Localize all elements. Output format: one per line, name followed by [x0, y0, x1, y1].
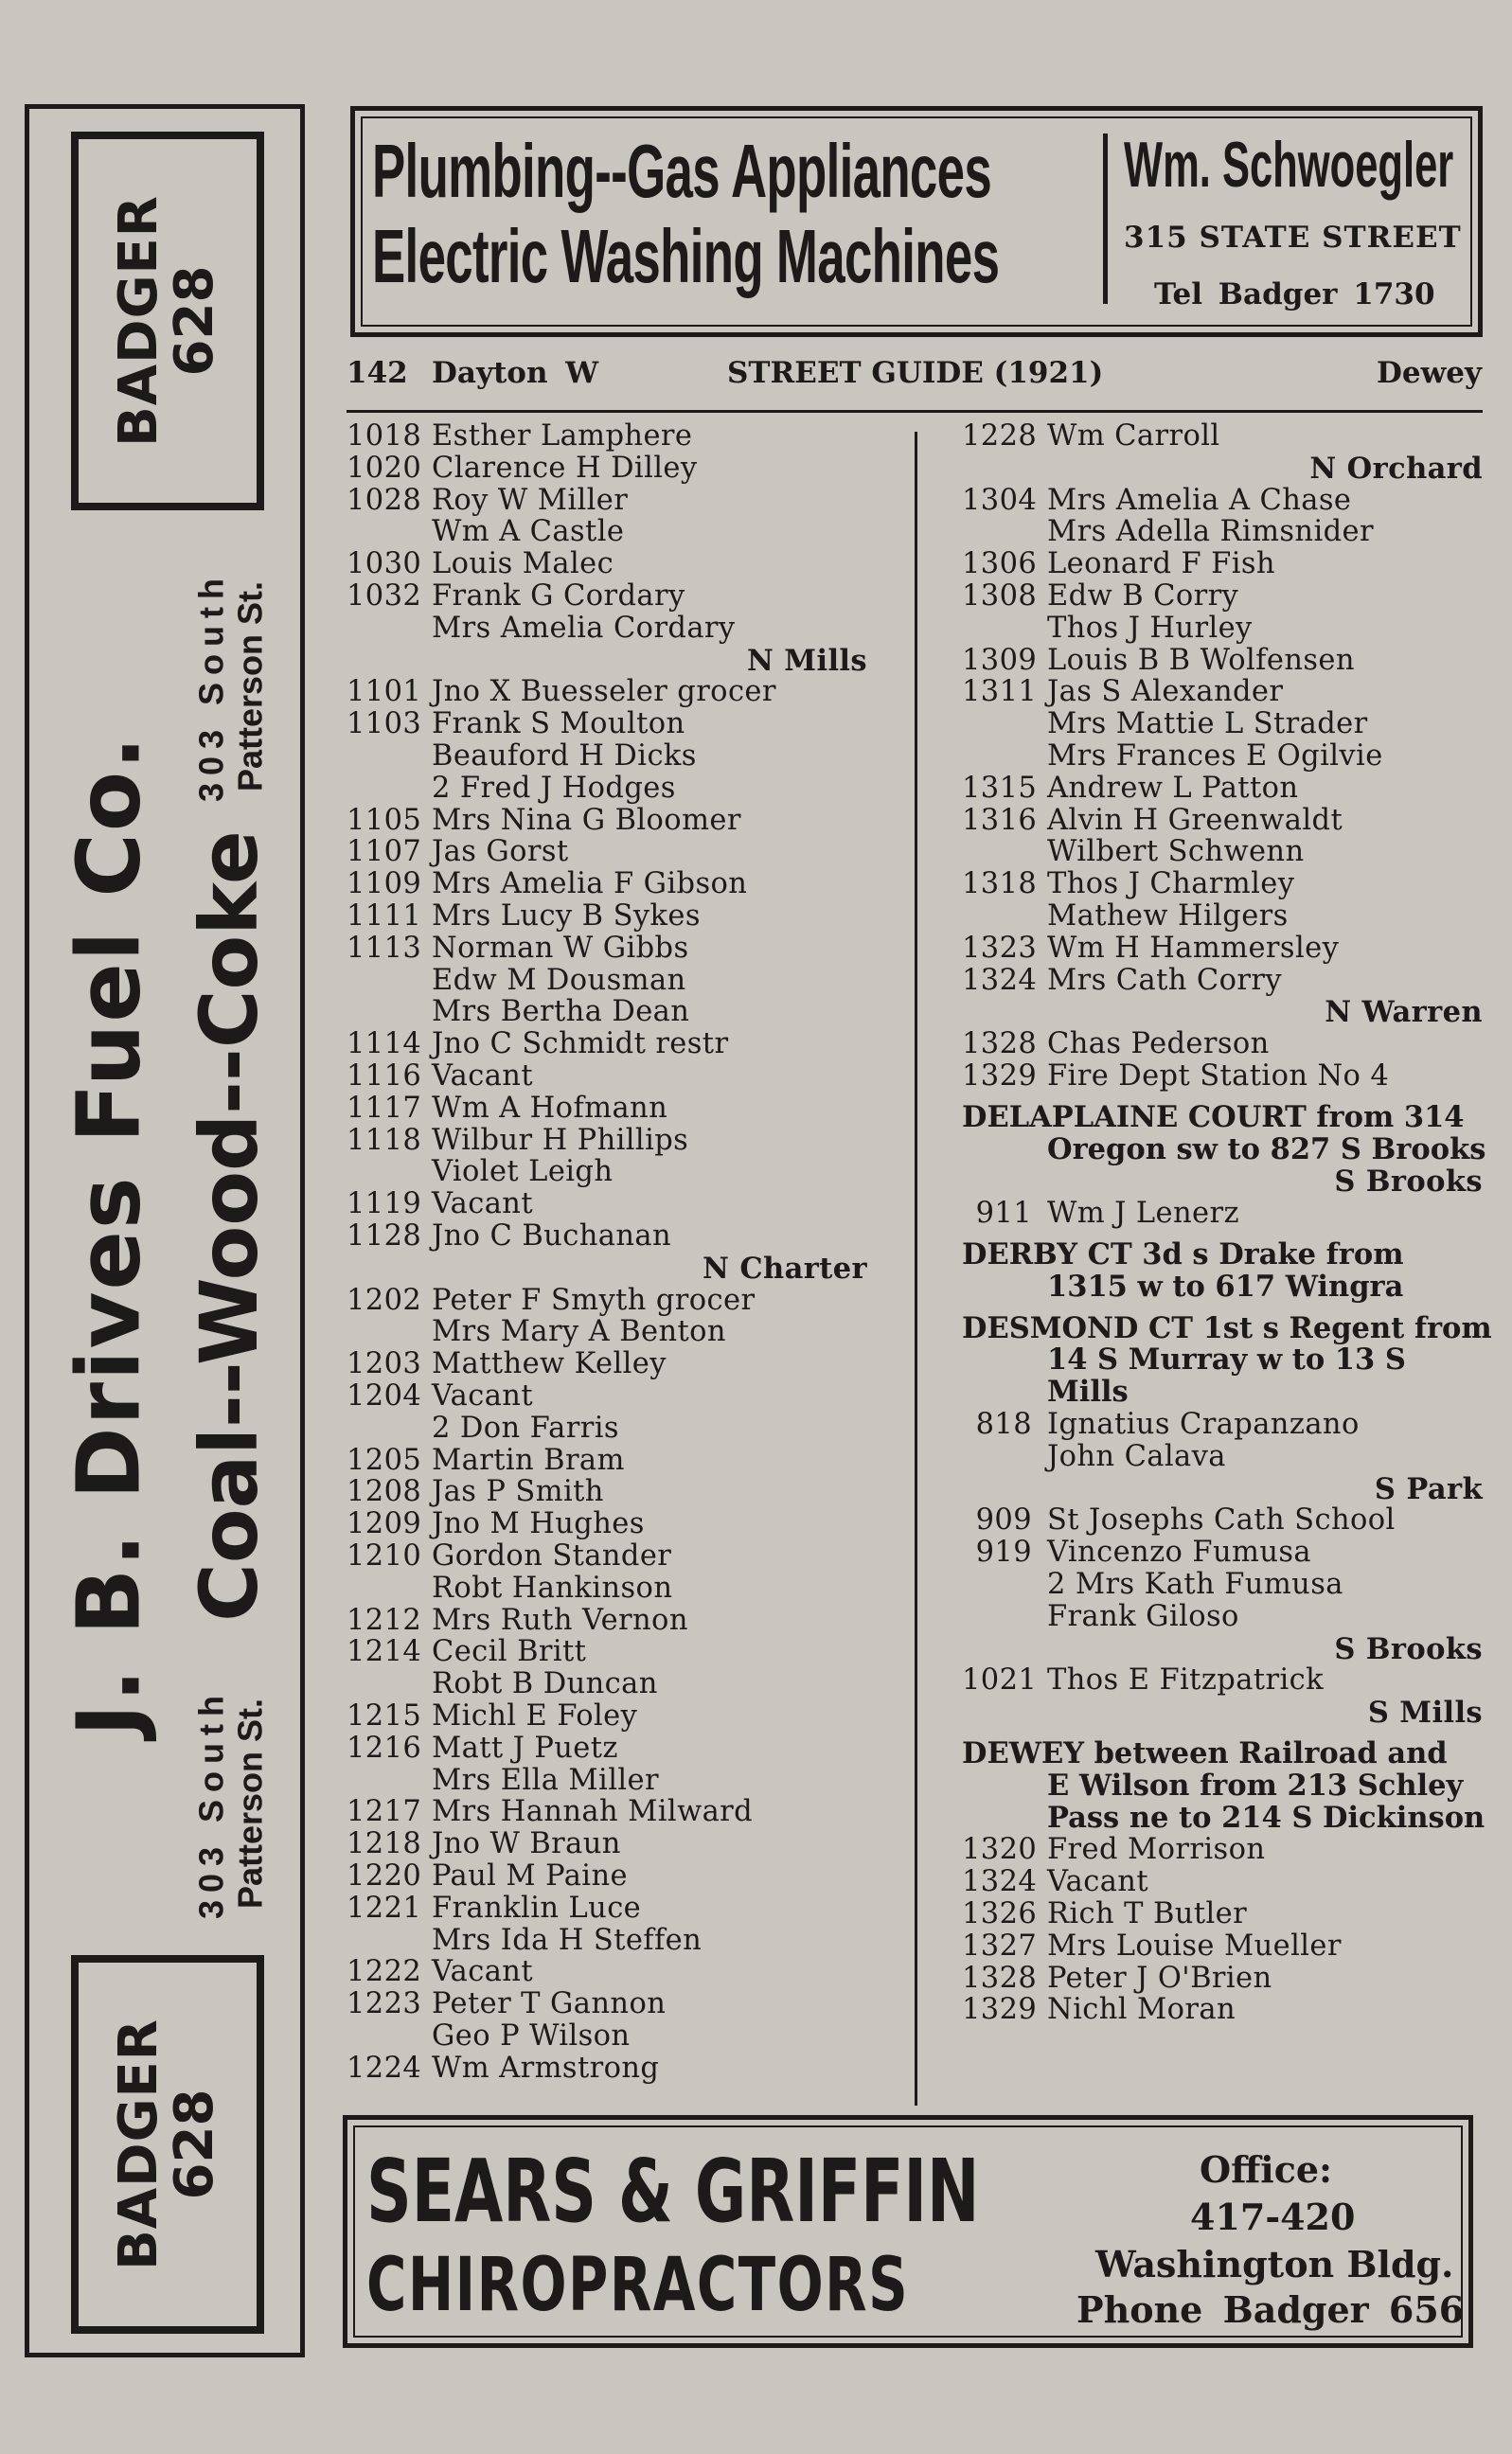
resident-name: Chas Pederson [1047, 1027, 1270, 1061]
resident-name: Louis B B Wolfensen [1047, 643, 1355, 677]
resident-name: Andrew L Patton [1047, 771, 1299, 805]
resident-name: Fire Dept Station No 4 [1047, 1059, 1390, 1093]
badge-box-bottom [71, 1955, 264, 2334]
plumbing-headline: Plumbing--Gas Appliances [372, 129, 992, 213]
house-number: 1223 [347, 1987, 422, 2021]
house-number: 1212 [347, 1603, 422, 1637]
office-label: Office: [1200, 2148, 1333, 2191]
badge-box-top [71, 132, 264, 510]
resident-name: Mrs Amelia A Chase [1047, 483, 1352, 517]
fuel-company-name: J. B. Drives Fuel Co. [58, 734, 160, 1737]
resident-name: Martin Bram [432, 1443, 625, 1477]
house-number: 1217 [347, 1795, 422, 1829]
house-number: 1101 [347, 675, 422, 709]
house-number: 1116 [347, 1059, 422, 1093]
house-number: 1329 [962, 1059, 1038, 1093]
resident-name: Mrs Mattie L Strader [1047, 707, 1368, 741]
resident-name: Jno C Buchanan [432, 1219, 671, 1253]
resident-name: Mrs Louise Mueller [1047, 1929, 1342, 1963]
street-heading: DELAPLAINE COURT from 314 [962, 1099, 1465, 1134]
house-number: 1328 [962, 1961, 1038, 1995]
street-heading-continuation: Oregon sw to 827 S Brooks [1047, 1131, 1486, 1166]
street-heading: DEWEY between Railroad and [962, 1736, 1448, 1770]
house-number: 911 [975, 1197, 1032, 1231]
resident-name: Louis Malec [432, 547, 614, 581]
resident-name: Vacant [432, 1059, 533, 1093]
house-number: 1018 [347, 419, 422, 453]
badge-bottom-line1: BADGER [108, 2018, 170, 2270]
resident-name: Fred Morrison [1047, 1833, 1266, 1867]
resident-name: Robt Hankinson [432, 1571, 673, 1605]
resident-name: Mrs Amelia F Gibson [432, 867, 748, 901]
house-number: 1328 [962, 1027, 1038, 1061]
street-heading: DERBY CT 3d s Drake from [962, 1237, 1404, 1271]
resident-name: Clarence H Dilley [432, 451, 698, 485]
cross-street-label: S Park [1374, 1471, 1483, 1506]
resident-name: Mrs Cath Corry [1047, 963, 1282, 997]
house-number: 1209 [347, 1507, 422, 1541]
cross-street-label: S Brooks [1334, 1631, 1483, 1666]
house-number: 1215 [347, 1699, 422, 1733]
house-number: 1318 [962, 867, 1038, 901]
house-number: 1306 [962, 547, 1038, 581]
house-number: 1309 [962, 643, 1038, 677]
resident-name: Jno X Buesseler grocer [432, 675, 776, 709]
house-number: 1030 [347, 547, 422, 581]
header-rule [347, 410, 1483, 413]
house-number: 818 [975, 1408, 1032, 1441]
chiropractor-name: SEARS & GRIFFIN [366, 2141, 980, 2242]
house-number: 1117 [347, 1091, 422, 1125]
resident-name: Jno W Braun [432, 1827, 621, 1861]
resident-name: Thos J Hurley [1047, 611, 1253, 645]
house-number: 1315 [962, 771, 1038, 805]
washing-headline: Electric Washing Machines [372, 214, 1000, 298]
house-number: 1203 [347, 1347, 422, 1381]
resident-name: Cecil Britt [432, 1635, 587, 1669]
resident-name: Michl E Foley [432, 1699, 638, 1733]
resident-name: Frank S Moulton [432, 707, 685, 741]
house-number: 1105 [347, 803, 422, 837]
house-number: 1118 [347, 1123, 422, 1157]
street-heading-continuation: 1315 w to 617 Wingra [1047, 1269, 1404, 1304]
schwoegler-address: 315 STATE STREET [1124, 221, 1462, 255]
resident-name: Vincenzo Fumusa [1047, 1536, 1311, 1570]
cross-street-label: N Orchard [1309, 451, 1483, 486]
resident-name: Mathew Hilgers [1047, 899, 1289, 933]
house-number: 1032 [347, 579, 422, 613]
house-number: 1228 [962, 419, 1038, 453]
resident-name: Jas P Smith [432, 1475, 604, 1509]
resident-name: Jno M Hughes [432, 1507, 645, 1541]
resident-name: Wilbur H Phillips [432, 1123, 689, 1157]
house-number: 1320 [962, 1833, 1038, 1867]
top-ad-divider [1103, 133, 1108, 304]
house-number: 1210 [347, 1539, 422, 1573]
house-number: 1109 [347, 867, 422, 901]
house-number: 1021 [962, 1663, 1038, 1698]
left-advertisement [25, 104, 305, 2357]
house-number: 1222 [347, 1955, 422, 1989]
resident-name: Mrs Frances E Ogilvie [1047, 739, 1383, 773]
resident-name: Wm Armstrong [432, 2051, 660, 2085]
resident-name: Franklin Luce [432, 1891, 642, 1925]
street-heading-continuation: Pass ne to 214 S Dickinson [1047, 1800, 1485, 1835]
resident-name: Robt B Duncan [432, 1667, 658, 1701]
resident-name: 2 Fred J Hodges [432, 771, 676, 805]
resident-name: Wm A Hofmann [432, 1091, 668, 1125]
resident-name: Matt J Puetz [432, 1731, 618, 1765]
resident-name: Wm H Hammersley [1047, 931, 1340, 965]
house-number: 1311 [962, 675, 1038, 709]
resident-name: John Calava [1047, 1439, 1226, 1473]
cross-street-label: N Charter [703, 1251, 867, 1286]
house-number: 1113 [347, 931, 422, 965]
resident-name: Vacant [432, 1187, 533, 1221]
resident-name: Violet Leigh [432, 1155, 614, 1189]
street-heading-continuation: E Wilson from 213 Schley [1047, 1768, 1464, 1803]
house-number: 1107 [347, 835, 422, 869]
house-number: 1324 [962, 963, 1038, 997]
cross-street-label: S Mills [1367, 1696, 1483, 1731]
house-number: 1304 [962, 483, 1038, 517]
house-number: 1020 [347, 451, 422, 485]
resident-name: Leonard F Fish [1047, 547, 1275, 581]
resident-name: Nichl Moran [1047, 1993, 1236, 2027]
resident-name: Edw B Corry [1047, 579, 1239, 613]
page-title: STREET GUIDE (1921) [727, 356, 1104, 390]
resident-name: Vacant [432, 1955, 533, 1989]
top-advertisement [350, 106, 1483, 337]
house-number: 1329 [962, 1993, 1038, 2027]
resident-name: Geo P Wilson [432, 2019, 631, 2053]
right-column [962, 419, 1492, 2107]
resident-name: Peter J O'Brien [1047, 1961, 1272, 1995]
street-heading-continuation: Mills [1047, 1375, 1129, 1410]
resident-name: Peter F Smyth grocer [432, 1283, 756, 1317]
office-phone: Phone Badger 656 [1076, 2288, 1465, 2331]
cross-street-label: N Warren [1325, 995, 1483, 1030]
house-number: 1323 [962, 931, 1038, 965]
street-heading: DESMOND CT 1st s Regent from [962, 1310, 1492, 1345]
fuel-address-bottom: 303 South Patterson St. [191, 1687, 270, 1920]
resident-name: Thos J Charmley [1047, 867, 1295, 901]
resident-name: Peter T Gannon [432, 1987, 667, 2021]
house-number: 1326 [962, 1897, 1038, 1930]
resident-name: Ignatius Crapanzano [1047, 1408, 1360, 1441]
resident-name: Mrs Ruth Vernon [432, 1603, 688, 1637]
resident-name: Rich T Butler [1047, 1897, 1248, 1930]
resident-name: Esther Lamphere [432, 419, 693, 453]
resident-name: Wm Carroll [1047, 419, 1220, 453]
house-number: 1103 [347, 707, 422, 741]
resident-name: Frank Giloso [1047, 1599, 1239, 1633]
resident-name: Alvin H Greenwaldt [1047, 803, 1343, 837]
resident-name: Mrs Ella Miller [432, 1763, 659, 1797]
fuel-products: Coal--Wood--Coke [183, 830, 276, 1622]
left-column [347, 419, 867, 2107]
resident-name: Mrs Adella Rimsnider [1047, 515, 1374, 549]
house-number: 1327 [962, 1929, 1038, 1963]
house-number: 1202 [347, 1283, 422, 1317]
badge-top-line2: 628 [164, 265, 225, 377]
house-number: 1224 [347, 2051, 422, 2085]
resident-name: Vacant [1047, 1865, 1148, 1899]
cross-street-label: N Mills [747, 643, 867, 678]
resident-name: Mrs Lucy B Sykes [432, 899, 701, 933]
house-number: 1204 [347, 1379, 422, 1413]
fuel-address-top: 303 South Patterson St. [191, 570, 270, 803]
resident-name: Vacant [432, 1379, 533, 1413]
column-divider [915, 432, 917, 2106]
resident-name: Mrs Ida H Steffen [432, 1923, 703, 1957]
last-entry: Dewey [1377, 356, 1483, 390]
street-range: Dayton W [432, 356, 599, 390]
bottom-advertisement [343, 2115, 1473, 2348]
resident-name: 2 Mrs Kath Fumusa [1047, 1568, 1343, 1601]
house-number: 1218 [347, 1827, 422, 1861]
house-number: 909 [975, 1503, 1032, 1538]
schwoegler-name: Wm. Schwoegler [1124, 129, 1454, 201]
house-number: 1128 [347, 1219, 422, 1253]
resident-name: Edw M Dousman [432, 963, 686, 997]
house-number: 1221 [347, 1891, 422, 1925]
resident-name: Wm J Lenerz [1047, 1197, 1239, 1231]
resident-name: 2 Don Farris [432, 1411, 619, 1445]
house-number: 1114 [347, 1027, 422, 1061]
resident-name: Paul M Paine [432, 1859, 628, 1893]
resident-name: Thos E Fitzpatrick [1047, 1663, 1324, 1698]
house-number: 1214 [347, 1635, 422, 1669]
resident-name: Jno C Schmidt restr [432, 1027, 729, 1061]
chiropractor-profession: CHIROPRACTORS [366, 2243, 910, 2328]
resident-name: Wilbert Schwenn [1047, 835, 1305, 869]
house-number: 919 [975, 1536, 1032, 1570]
page-number: 142 [347, 356, 408, 390]
house-number: 1324 [962, 1865, 1038, 1899]
badge-bottom-line2: 628 [164, 2089, 225, 2200]
house-number: 1205 [347, 1443, 422, 1477]
resident-name: Norman W Gibbs [432, 931, 689, 965]
resident-name: Mrs Bertha Dean [432, 995, 690, 1029]
schwoegler-phone: Tel Badger 1730 [1154, 277, 1435, 311]
office-building: Washington Bldg. [1095, 2243, 1454, 2285]
resident-name: Jas Gorst [432, 835, 569, 869]
house-number: 1220 [347, 1859, 422, 1893]
resident-name: Mrs Amelia Cordary [432, 611, 736, 645]
house-number: 1316 [962, 803, 1038, 837]
cross-street-label: S Brooks [1334, 1165, 1483, 1200]
badge-top-line1: BADGER [108, 195, 170, 447]
resident-name: Beauford H Dicks [432, 739, 697, 773]
resident-name: Mrs Mary A Benton [432, 1315, 726, 1349]
house-number: 1308 [962, 579, 1038, 613]
house-number: 1208 [347, 1475, 422, 1509]
house-number: 1119 [347, 1187, 422, 1221]
resident-name: Matthew Kelley [432, 1347, 667, 1381]
resident-name: Mrs Nina G Bloomer [432, 803, 741, 837]
resident-name: Roy W Miller [432, 483, 629, 517]
resident-name: Mrs Hannah Milward [432, 1795, 754, 1829]
office-number: 417-420 [1190, 2196, 1356, 2238]
resident-name: Jas S Alexander [1047, 675, 1284, 709]
resident-name: St Josephs Cath School [1047, 1503, 1396, 1538]
resident-name: Gordon Stander [432, 1539, 672, 1573]
house-number: 1216 [347, 1731, 422, 1765]
house-number: 1028 [347, 483, 422, 517]
resident-name: Wm A Castle [432, 515, 625, 549]
street-heading-continuation: 14 S Murray w to 13 S [1047, 1343, 1406, 1378]
house-number: 1111 [347, 899, 422, 933]
resident-name: Frank G Cordary [432, 579, 685, 613]
